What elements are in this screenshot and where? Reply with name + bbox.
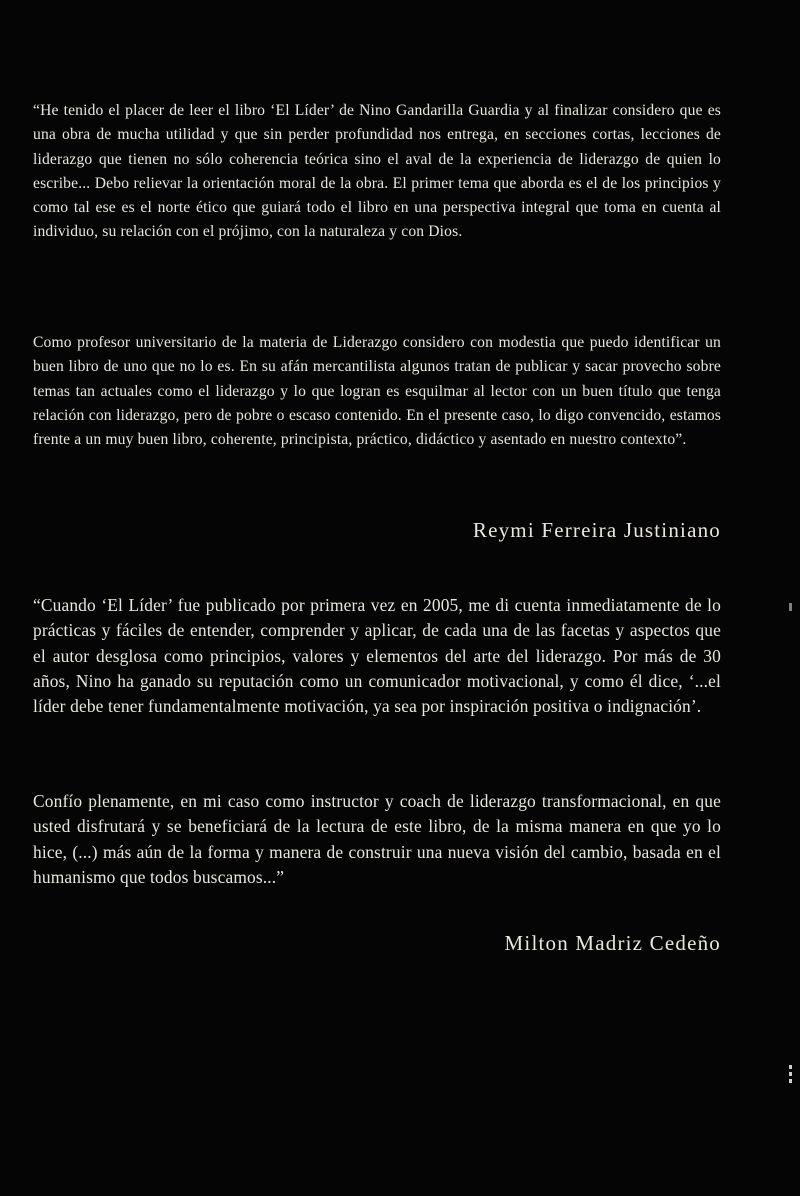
edge-mark xyxy=(789,603,792,611)
review-text: “He tenido el placer de leer el libro ‘El Líder’ de Nino Gandarilla Guardia y al finalizar considero que es una obra de mucha utilidad y que sin perder profundidad nos entrega, en secciones cortas, lecciones de liderazgo que tienen no sólo coherencia teórica sino el aval de la experiencia de liderazgo de quien lo escribe... Debo relievar la orientación moral de la obra. El primer tema que aborda es el de los principios y como tal ese es el norte ético que guiará todo el libro en una perspectiva integral que toma en cuenta al individuo, su relación con el prójimo, con la naturaleza y con Dios. xyxy=(33,102,721,241)
review-text: Confío plenamente, en mi caso como instructor y coach de liderazgo transformacional, en que usted disfrutará y se beneficiará de la lectura de este libro, de la misma manera en que yo lo hice, (...) más aún de la forma y manera de construir una nueva visión del cambio, basada en el humanismo que todos buscamos...” xyxy=(33,791,721,887)
review-2-author: Milton Madriz Cedeño xyxy=(504,931,721,955)
review-1-paragraph-2 xyxy=(33,331,721,452)
edge-mark xyxy=(789,1065,792,1069)
review-2-paragraph-2 xyxy=(33,789,721,890)
review-text: “Cuando ‘El Líder’ fue publicado por primera vez en 2005, me di cuenta inmediatamente de lo prácticas y fáciles de entender, comprender y aplicar, de cada una de las facetas y aspectos que el autor desglosa como principios, valores y elementos del arte del liderazgo. Por más de 30 años, Nino ha ganado su reputación como un comunicador motivacional, y como él dice, ‘...el líder debe tener fundamentalmente motivación, ya sea por inspiración positiva o indignación’. xyxy=(33,595,721,717)
review-text: Como profesor universitario de la materia de Liderazgo considero con modestia que puedo identificar un buen libro de uno que no lo es. En su afán mercantilista algunos tratan de publicar y sacar provecho sobre temas tan actuales como el liderazgo y lo que logran es esquilmar al lector con un buen título que tenga relación con liderazgo, pero de pobre o escaso contenido. En el presente caso, lo digo convencido, estamos frente a un muy buen libro, coherente, principista, práctico, didáctico y asentado en nuestro contexto”. xyxy=(33,334,721,449)
review-1-paragraph-1 xyxy=(33,99,721,245)
edge-mark xyxy=(789,1072,792,1076)
edge-mark xyxy=(789,1079,792,1083)
review-1-author: Reymi Ferreira Justiniano xyxy=(472,518,721,542)
review-2-paragraph-1 xyxy=(33,593,721,719)
